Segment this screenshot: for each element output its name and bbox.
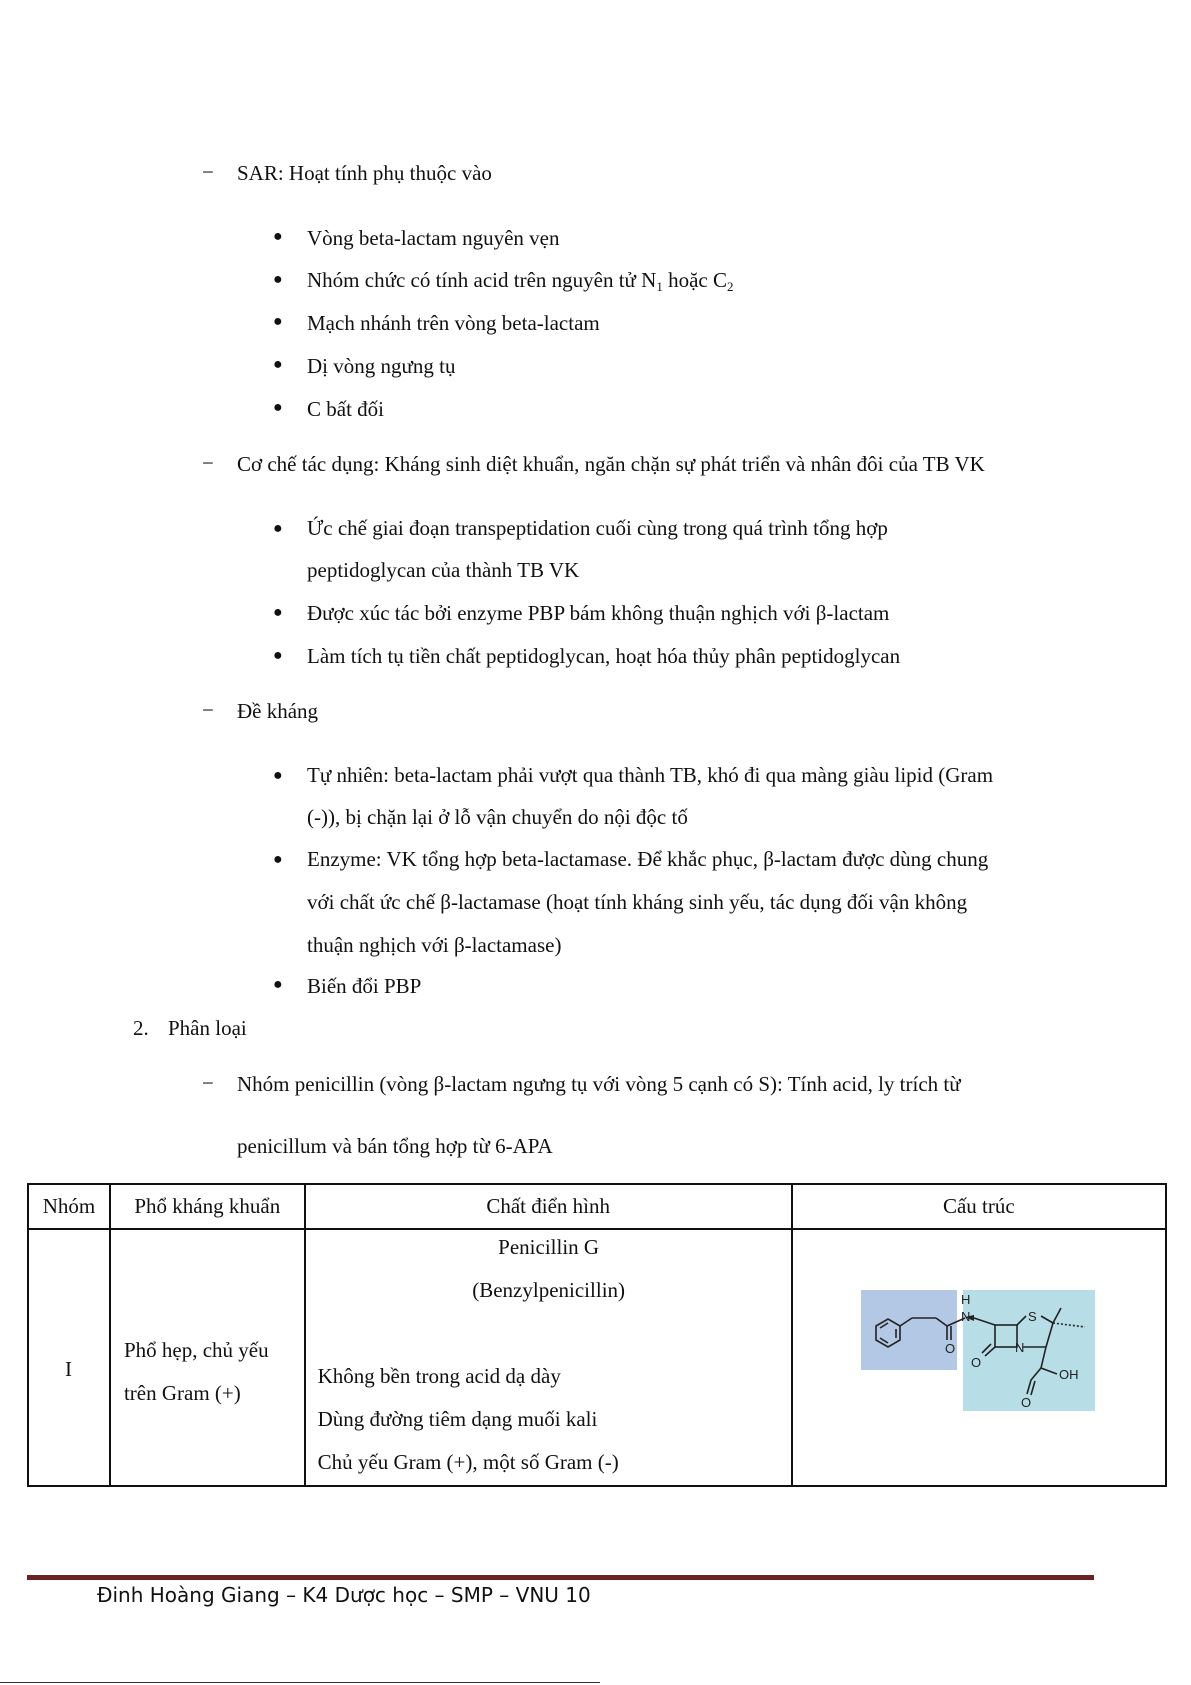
penicillin-g-structure [861, 1290, 1101, 1420]
header-group: Nhóm [28, 1184, 110, 1229]
mechanism-item: Làm tích tụ tiền chất peptidoglycan, hoạt hóa thủy phân peptidoglycan [307, 644, 901, 668]
header-structure: Cấu trúc [792, 1184, 1166, 1229]
resistance-item: Tự nhiên: beta-lactam phải vượt qua thành TB, khó đi qua màng giàu lipid (Gram [307, 763, 994, 787]
spectrum-line: Phổ hẹp, chủ yếu [123, 1338, 269, 1362]
resistance-item: Biến đổi PBP [307, 974, 422, 998]
mechanism-item-continued: peptidoglycan của thành TB VK [307, 558, 580, 582]
drug-note: Không bền trong acid dạ dày [317, 1364, 561, 1388]
bullet-icon: ● [273, 313, 283, 330]
mechanism-item: Ức chế giai đoạn transpeptidation cuối cùng trong quá trình tổng hợp [307, 516, 888, 540]
dash-marker: − [202, 451, 214, 475]
bullet-icon: ● [273, 399, 283, 416]
table-row [28, 1229, 1166, 1486]
section-heading: Phân loại [168, 1016, 247, 1040]
atom-label: H [960, 1292, 971, 1307]
cell-group [28, 1229, 110, 1486]
page-footer: Đinh Hoàng Giang – K4 Dược học – SMP – VNU 10 [97, 1583, 591, 1607]
group-value: I [65, 1357, 72, 1381]
footer-rule [27, 1575, 1094, 1580]
spectrum-line: trên Gram (+) [123, 1381, 241, 1405]
drug-alt-name: (Benzylpenicillin) [472, 1278, 626, 1302]
mechanism-item: Được xúc tác bởi enzyme PBP bám không thuận nghịch với β-lactam [307, 601, 890, 625]
cell-structure-box [793, 1230, 1165, 1485]
resistance-item-continued: (-)), bị chặn lại ở lỗ vận chuyển do nội độc tố [307, 805, 688, 829]
atom-label: N [960, 1309, 971, 1324]
drug-note: Dùng đường tiêm dạng muối kali [317, 1407, 598, 1431]
resistance-item-continued: thuận nghịch với β-lactamase) [307, 933, 562, 957]
drug-name: Penicillin G [498, 1235, 600, 1259]
bullet-icon: ● [273, 976, 283, 993]
resistance-item-continued: với chất ức chế β-lactamase (hoạt tính kháng sinh yếu, tác dụng đối vận không [307, 890, 968, 914]
sar-item: Nhóm chức có tính acid trên nguyên tử $N_1$ hoặc $C_2$ [307, 268, 734, 294]
atom-label: O [970, 1355, 981, 1370]
section-number: 2. [133, 1016, 149, 1040]
sar-item: C bất đối [307, 397, 384, 421]
page-bottom-rule [0, 1682, 600, 1683]
table-header-row [28, 1184, 1166, 1229]
dash-marker: − [202, 160, 214, 184]
dash-marker: − [202, 698, 214, 722]
penicillin-description-continued: penicillum và bán tổng hợp từ 6-APA [237, 1134, 553, 1158]
cell-structure [792, 1229, 1166, 1486]
cell-group-box [29, 1230, 109, 1485]
mechanism-heading: Cơ chế tác dụng: Kháng sinh diệt khuẩn, ngăn chặn sự phát triển và nhân đôi của TB VK [237, 452, 985, 476]
drug-note: Chủ yếu Gram (+), một số Gram (-) [317, 1450, 619, 1474]
atom-label: O [1020, 1395, 1031, 1410]
bullet-icon: ● [273, 604, 283, 621]
penicillin-description: Nhóm penicillin (vòng β-lactam ngưng tụ với vòng 5 cạnh có S): Tính acid, ly trích từ [237, 1072, 961, 1096]
cell-spectrum [110, 1229, 305, 1486]
bullet-icon: ● [273, 851, 283, 868]
atom-label: S [1027, 1309, 1037, 1324]
sar-heading: SAR: Hoạt tính phụ thuộc vào [237, 161, 492, 185]
atom-label: N [1014, 1340, 1025, 1355]
resistance-item: Enzyme: VK tổng hợp beta-lactamase. Để khắc phục, β-lactam được dùng chung [307, 847, 989, 871]
cell-drug [305, 1229, 792, 1486]
header-drug: Chất điển hình [305, 1184, 792, 1229]
header-spectrum: Phổ kháng khuẩn [110, 1184, 305, 1229]
sar-item: Mạch nhánh trên vòng beta-lactam [307, 311, 600, 335]
bullet-icon: ● [273, 767, 283, 784]
atom-label: O [944, 1341, 955, 1356]
dash-marker: − [202, 1071, 214, 1095]
resistance-heading: Đề kháng [237, 699, 319, 723]
cell-spectrum-box [111, 1230, 304, 1485]
bullet-icon: ● [273, 271, 283, 288]
bullet-icon: ● [273, 647, 283, 664]
bullet-icon: ● [273, 356, 283, 373]
cell-drug-box [306, 1230, 791, 1485]
atom-label: OH [1058, 1367, 1079, 1382]
sar-item: Dị vòng ngưng tụ [307, 354, 456, 378]
sar-item: Vòng beta-lactam nguyên vẹn [307, 226, 560, 250]
penicillin-table [27, 1183, 1167, 1487]
bullet-icon: ● [273, 228, 283, 245]
bullet-icon: ● [273, 520, 283, 537]
